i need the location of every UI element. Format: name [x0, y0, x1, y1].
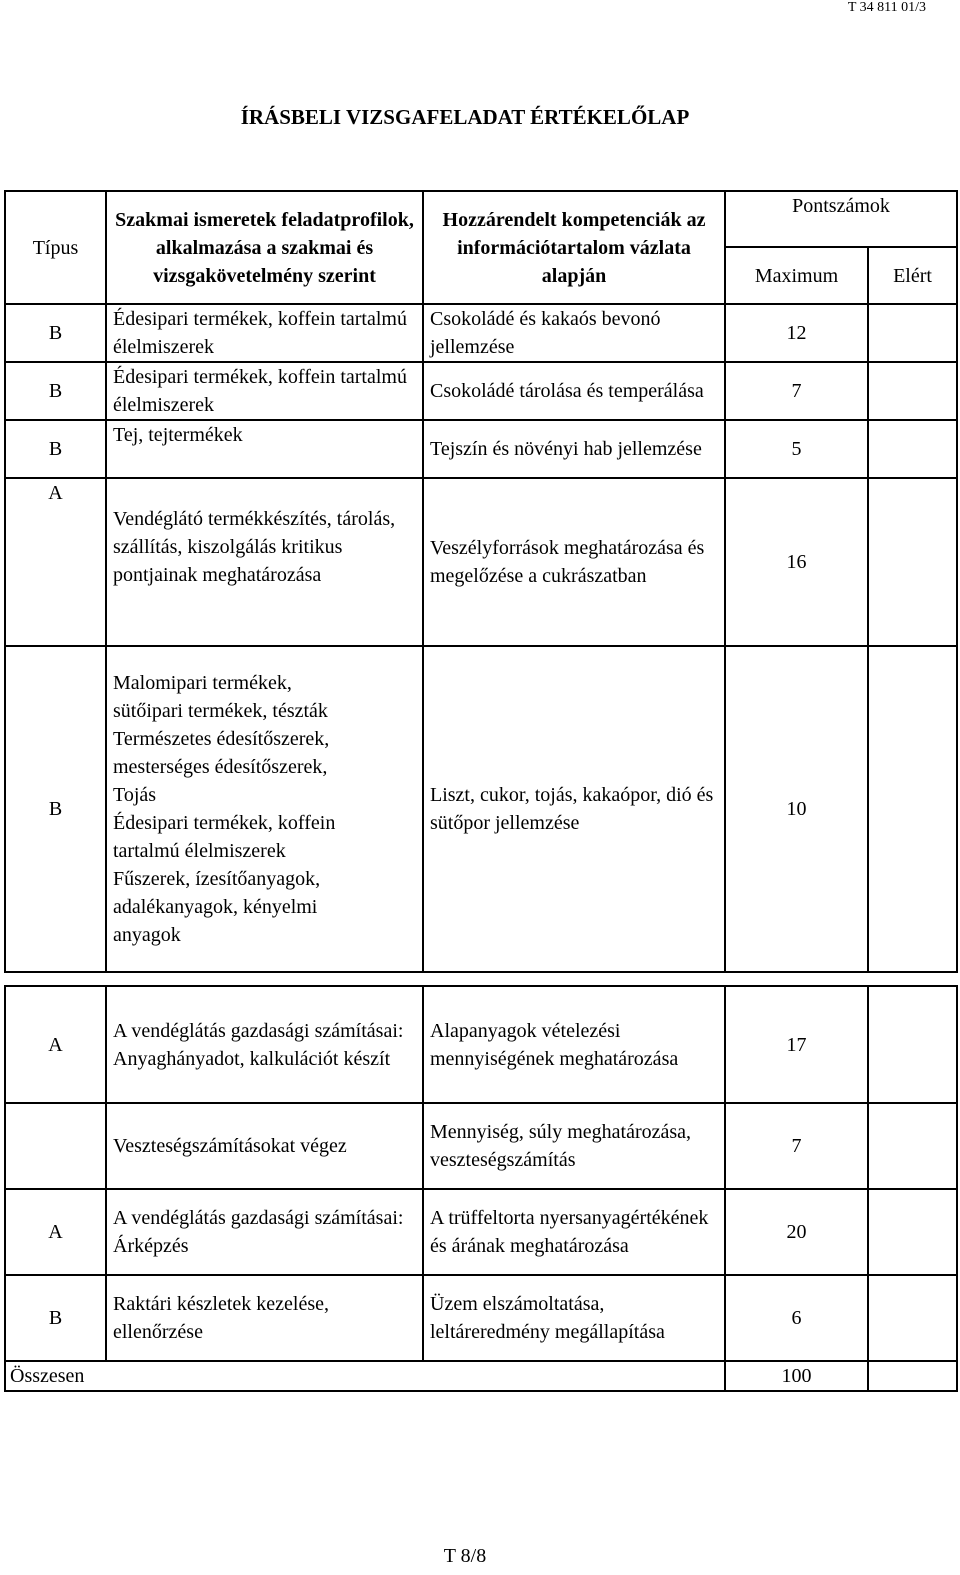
row-type: A — [5, 986, 106, 1103]
row-knowledge: Raktári készletek kezelése, ellenőrzése — [106, 1275, 423, 1361]
row-competence: Csokoládé és kakaós bevonó jellemzése — [423, 304, 725, 362]
header-competence: Hozzárendelt kompetenciák az információtartalom vázlata alapján — [423, 191, 725, 304]
row-max: 20 — [725, 1189, 868, 1275]
row-competence: Liszt, cukor, tojás, kakaópor, dió és sütőpor jellemzése — [423, 646, 725, 972]
header-maximum: Maximum — [725, 247, 868, 304]
row-max: 17 — [725, 986, 868, 1103]
row-type: A — [5, 478, 106, 646]
total-max: 100 — [725, 1361, 868, 1391]
row-competence: Tejszín és növényi hab jellemzése — [423, 420, 725, 478]
row-type: B — [5, 362, 106, 420]
evaluation-table-lower — [4, 985, 958, 1392]
row-knowledge: Vendéglátó termékkészítés, tárolás, szállítás, kiszolgálás kritikus pontjainak meghatározása — [106, 478, 423, 646]
evaluation-table-upper — [4, 190, 958, 973]
header-type: Típus — [5, 191, 106, 304]
row-knowledge: A vendéglátás gazdasági számításai: Árképzés — [106, 1189, 423, 1275]
row-competence: Csokoládé tárolása és temperálása — [423, 362, 725, 420]
row-competence: Üzem elszámoltatása, leltáreredmény megállapítása — [423, 1275, 725, 1361]
row-type: A — [5, 1189, 106, 1275]
row-knowledge: Édesipari termékek, koffein tartalmú élelmiszerek — [106, 304, 423, 362]
row-knowledge: Édesipari termékek, koffein tartalmú élelmiszerek — [106, 362, 423, 420]
total-label: Összesen — [5, 1361, 725, 1391]
row-type: B — [5, 1275, 106, 1361]
table-row — [5, 362, 957, 420]
row-knowledge: A vendéglátás gazdasági számításai: Anyaghányadot, kalkulációt készít — [106, 986, 423, 1103]
total-row — [5, 1361, 957, 1391]
row-max: 10 — [725, 646, 868, 972]
row-type — [5, 1103, 106, 1189]
row-competence: Mennyiség, súly meghatározása, veszteségszámítás — [423, 1103, 725, 1189]
row-type: B — [5, 646, 106, 972]
row-achieved[interactable] — [868, 304, 957, 362]
document-code: T 34 811 01/3 — [847, 0, 926, 15]
page-title: ÍRÁSBELI VIZSGAFELADAT ÉRTÉKELŐLAP — [240, 105, 690, 129]
row-max: 12 — [725, 304, 868, 362]
total-achieved[interactable] — [868, 1361, 957, 1391]
table-row — [5, 1275, 957, 1361]
page-number: T 8/8 — [443, 1545, 487, 1567]
header-achieved: Elért — [868, 247, 957, 304]
row-max: 6 — [725, 1275, 868, 1361]
row-competence: A trüffeltorta nyersanyagértékének és árának meghatározása — [423, 1189, 725, 1275]
header-points: Pontszámok — [725, 191, 957, 247]
row-achieved[interactable] — [868, 362, 957, 420]
row-max: 5 — [725, 420, 868, 478]
table-row — [5, 304, 957, 362]
row-max: 16 — [725, 478, 868, 646]
row-achieved[interactable] — [868, 1275, 957, 1361]
table-row — [5, 478, 957, 646]
row-max: 7 — [725, 362, 868, 420]
row-achieved[interactable] — [868, 1103, 957, 1189]
table-row — [5, 646, 957, 972]
row-knowledge: Veszteségszámításokat végez — [106, 1103, 423, 1189]
row-competence: Veszélyforrások meghatározása és megelőzése a cukrászatban — [423, 478, 725, 646]
header-knowledge: Szakmai ismeretek feladatprofilok, alkalmazása a szakmai és vizsgakövetelmény szerint — [106, 191, 423, 304]
table-row — [5, 986, 957, 1103]
table-row — [5, 1103, 957, 1189]
row-knowledge: Malomipari termékek, sütőipari termékek, tészták Természetes édesítőszerek, mesterséges édesítőszerek, Tojás Édesipari termékek, koffein tartalmú élelmiszerek Fűszerek, ízesítőanyagok, adalékanyagok, kényelmi anyagok — [106, 646, 423, 972]
row-achieved[interactable] — [868, 646, 957, 972]
row-max: 7 — [725, 1103, 868, 1189]
table-row — [5, 420, 957, 478]
row-competence: Alapanyagok vételezési mennyiségének meghatározása — [423, 986, 725, 1103]
row-achieved[interactable] — [868, 478, 957, 646]
row-achieved[interactable] — [868, 1189, 957, 1275]
row-knowledge: Tej, tejtermékek — [106, 420, 423, 478]
row-achieved[interactable] — [868, 986, 957, 1103]
table-row — [5, 1189, 957, 1275]
row-type: B — [5, 304, 106, 362]
row-type: B — [5, 420, 106, 478]
row-achieved[interactable] — [868, 420, 957, 478]
